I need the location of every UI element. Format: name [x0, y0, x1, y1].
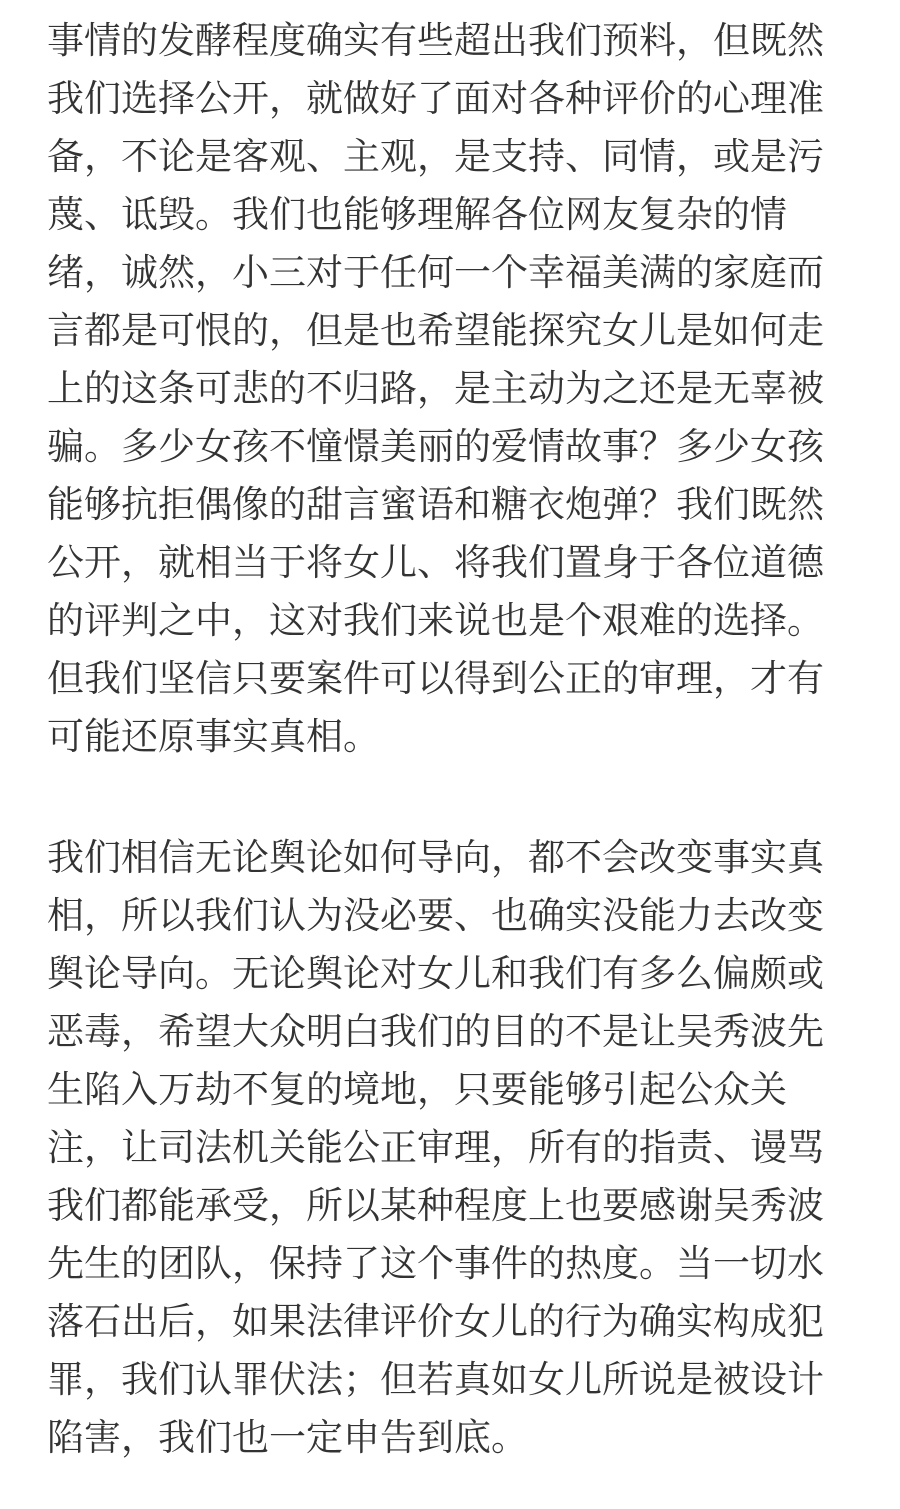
- text-line: 备，不论是客观、主观，是支持、同情，或是污: [47, 135, 824, 178]
- text-line: 蔑、诋毁。我们也能够理解各位网友复杂的情: [47, 193, 787, 236]
- text-line: 但我们坚信只要案件可以得到公正的审理，才有: [47, 657, 824, 700]
- text-line: 我们选择公开，就做好了面对各种评价的心理准: [47, 77, 824, 120]
- text-line: 骗。多少女孩不憧憬美丽的爱情故事？多少女孩: [47, 425, 824, 468]
- text-line: 落石出后，如果法律评价女儿的行为确实构成犯: [47, 1300, 824, 1343]
- text-line: 罪，我们认罪伏法；但若真如女儿所说是被设计: [47, 1358, 824, 1401]
- paragraph-1: [47, 12, 824, 766]
- text-line: 事情的发酵程度确实有些超出我们预料，但既然: [47, 19, 824, 62]
- text-line: 陷害，我们也一定申告到底。: [47, 1416, 528, 1459]
- text-line: 舆论导向。无论舆论对女儿和我们有多么偏颇或: [47, 952, 824, 995]
- text-line: 可能还原事实真相。: [47, 715, 380, 758]
- text-line: 公开，就相当于将女儿、将我们置身于各位道德: [47, 541, 824, 584]
- text-line: 我们都能承受，所以某种程度上也要感谢吴秀波: [47, 1184, 824, 1227]
- paragraph-2: [47, 829, 824, 1467]
- text-line: 注，让司法机关能公正审理，所有的指责、谩骂: [47, 1126, 824, 1169]
- text-line: 绪，诚然，小三对于任何一个幸福美满的家庭而: [47, 251, 824, 294]
- text-line: 我们相信无论舆论如何导向，都不会改变事实真: [47, 836, 824, 879]
- text-line: 生陷入万劫不复的境地，只要能够引起公众关: [47, 1068, 787, 1111]
- text-line: 相，所以我们认为没必要、也确实没能力去改变: [47, 894, 824, 937]
- text-line: 的评判之中，这对我们来说也是个艰难的选择。: [47, 599, 824, 642]
- text-line: 上的这条可悲的不归路，是主动为之还是无辜被: [47, 367, 824, 410]
- text-line: 先生的团队，保持了这个事件的热度。当一切水: [47, 1242, 824, 1285]
- text-line: 言都是可恨的，但是也希望能探究女儿是如何走: [47, 309, 824, 352]
- text-line: 能够抗拒偶像的甜言蜜语和糖衣炮弹？我们既然: [47, 483, 824, 526]
- text-line: 恶毒，希望大众明白我们的目的不是让吴秀波先: [47, 1010, 824, 1053]
